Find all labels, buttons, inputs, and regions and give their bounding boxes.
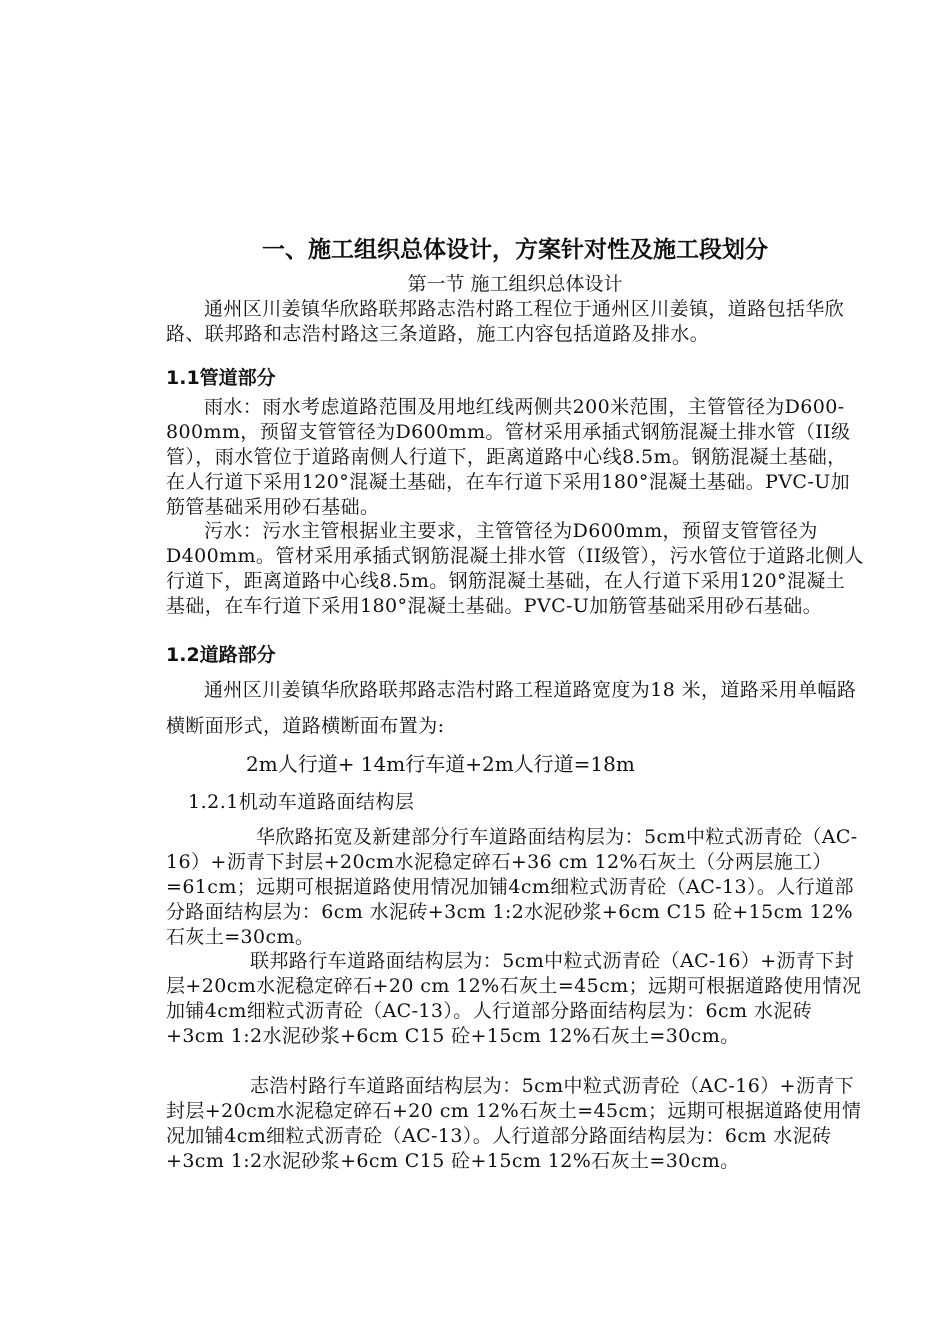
section-title: 第一节 施工组织总体设计 xyxy=(407,273,623,295)
intro-paragraph: 通州区川姜镇华欣路联邦路志浩村路工程位于通州区川姜镇，道路包括华欣路、联邦路和志浩村路这三条道路，施工内容包括道路及排水。 xyxy=(166,298,845,345)
road-intro-paragraph: 通州区川姜镇华欣路联邦路志浩村路工程道路宽度为18 米，道路采用单幅路横断面形式，道路横断面布置为: xyxy=(166,679,857,737)
road-heading: 1.2道路部分 xyxy=(166,644,276,666)
lianbang-road-paragraph: 联邦路行车道路面结构层为：5cm中粒式沥青砼（AC-16）+沥青下封层+20cm水泥稳定碎石+20 cm 12%石灰土=45cm；远期可根据道路使用情况加铺4cm细粒式沥青砼（AC-13）。人行道部分路面结构层为：6cm 水泥砖+3cm 1:2水泥砂浆+6cm C15 砼+15cm 12%石灰土=30cm。 xyxy=(166,950,862,1047)
chapter-title: 一、施工组织总体设计，方案针对性及施工段划分 xyxy=(262,237,768,263)
huaxin-road-paragraph: 华欣路拓宽及新建部分行车道路面结构层为：5cm中粒式沥青砼（AC-16）+沥青下封层+20cm水泥稳定碎石+36 cm 12%石灰土（分两层施工）=61cm；远期可根据道路使用情况加铺4cm细粒式沥青砼（AC-13）。人行道部分路面结构层为：6cm 水泥砖+3cm 1:2水泥砂浆+6cm C15 砼+15cm 12%石灰土=30cm。 xyxy=(166,826,858,948)
sub-heading: 1.2.1机动车道路面结构层 xyxy=(188,791,415,813)
cross-section-formula: 2m人行道+ 14m行车道+2m人行道=18m xyxy=(246,752,635,776)
zhihaocun-road-paragraph: 志浩村路行车道路面结构层为：5cm中粒式沥青砼（AC-16）+沥青下封层+20cm水泥稳定碎石+20 cm 12%石灰土=45cm；远期可根据道路使用情况加铺4cm细粒式沥青砼（AC-13）。人行道部分路面结构层为：6cm 水泥砖+3cm 1:2水泥砂浆+6cm C15 砼+15cm 12%石灰土=30cm。 xyxy=(166,1075,862,1172)
rain-paragraph: 雨水：雨水考虑道路范围及用地红线两侧共200米范围，主管管径为D600-800mm，预留支管管径为D600mm。管材采用承插式钢筋混凝土排水管（II级管），雨水管位于道路南侧人行道下，距离道路中心线8.5m。钢筋混凝土基础，在人行道下采用120°混凝土基础，在车行道下采用180°混凝土基础。PVC-U加筋管基础采用砂石基础。 xyxy=(166,396,851,518)
sewage-paragraph: 污水：污水主管根据业主要求，主管管径为D600mm，预留支管管径为D400mm。管材采用承插式钢筋混凝土排水管（II级管），污水管位于道路北侧人行道下，距离道路中心线8.5m。钢筋混凝土基础，在人行道下采用120°混凝土基础，在车行道下采用180°混凝土基础。PVC-U加筋管基础采用砂石基础。 xyxy=(166,520,864,617)
pipe-heading: 1.1管道部分 xyxy=(166,367,276,389)
